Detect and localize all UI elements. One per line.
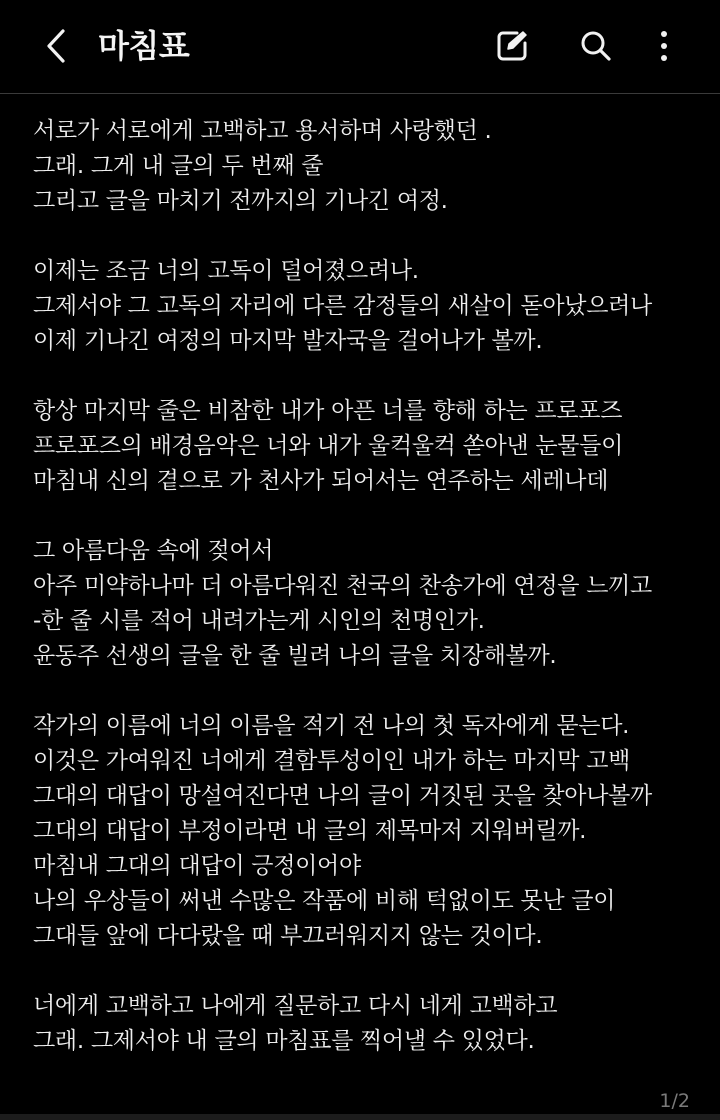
text-line: 그 아름다움 속에 젖어서 [33, 538, 274, 564]
edit-button[interactable] [488, 22, 536, 70]
text-line: 너에게 고백하고 나에게 질문하고 다시 네게 고백하고 [33, 993, 558, 1019]
app-header [0, 0, 720, 94]
search-button[interactable] [572, 22, 620, 70]
text-line: 그래. 그제서야 내 글의 마침표를 찍어낼 수 있었다. [33, 1028, 535, 1054]
text-line: -한 줄 시를 적어 내려가는게 시인의 천명인가. [33, 608, 485, 634]
edit-icon [495, 29, 529, 63]
text-line: 그대의 대답이 부정이라면 내 글의 제목마저 지워버릴까. [33, 818, 587, 844]
text-line: 나의 우상들이 써낸 수많은 작품에 비해 턱없이도 못난 글이 [33, 888, 616, 914]
blank-line [33, 499, 693, 534]
text-line: 그대의 대답이 망설여진다면 나의 글이 거짓된 곳을 찾아나볼까 [33, 783, 652, 809]
text-line: 이것은 가여워진 너에게 결함투성이인 내가 하는 마지막 고백 [33, 748, 631, 774]
note-body[interactable] [33, 114, 693, 1059]
back-button[interactable] [34, 24, 78, 68]
text-line: 서로가 서로에게 고백하고 용서하며 사랑했던 . [33, 118, 492, 144]
text-line: 아주 미약하나마 더 아름다워진 천국의 찬송가에 연정을 느끼고 [33, 573, 652, 599]
text-line: 마침내 신의 곁으로 가 천사가 되어서는 연주하는 세레나데 [33, 468, 609, 494]
text-line: 항상 마지막 줄은 비참한 내가 아픈 너를 향해 하는 프로포즈 [33, 398, 623, 424]
text-line: 이제는 조금 너의 고독이 덜어졌으려나. [33, 258, 419, 284]
bottom-divider [0, 1114, 720, 1120]
text-line: 그리고 글을 마치기 전까지의 기나긴 여정. [33, 188, 448, 214]
page-title: 마침표 [98, 27, 190, 65]
more-vertical-icon [658, 29, 670, 63]
chevron-left-icon [43, 28, 69, 64]
text-line: 그대들 앞에 다다랐을 때 부끄러워지지 않는 것이다. [33, 923, 543, 949]
page-indicator: 1/2 [659, 1090, 690, 1112]
blank-line [33, 359, 693, 394]
text-line: 이제 기나긴 여정의 마지막 발자국을 걸어나가 볼까. [33, 328, 543, 354]
text-line: 프로포즈의 배경음악은 너와 내가 울컥울컥 쏟아낸 눈물들이 [33, 433, 624, 459]
blank-line [33, 219, 693, 254]
text-line: 작가의 이름에 너의 이름을 적기 전 나의 첫 독자에게 묻는다. [33, 713, 630, 739]
search-icon [579, 29, 613, 63]
blank-line [33, 954, 693, 989]
text-line: 그제서야 그 고독의 자리에 다른 감정들의 새살이 돋아났으려나 [33, 293, 652, 319]
more-options-button[interactable] [640, 22, 688, 70]
text-line: 마침내 그대의 대답이 긍정이어야 [33, 853, 361, 879]
text-line: 윤동주 선생의 글을 한 줄 빌려 나의 글을 치장해볼까. [33, 643, 557, 669]
blank-line [33, 674, 693, 709]
text-line: 그래. 그게 내 글의 두 번째 줄 [33, 153, 324, 179]
